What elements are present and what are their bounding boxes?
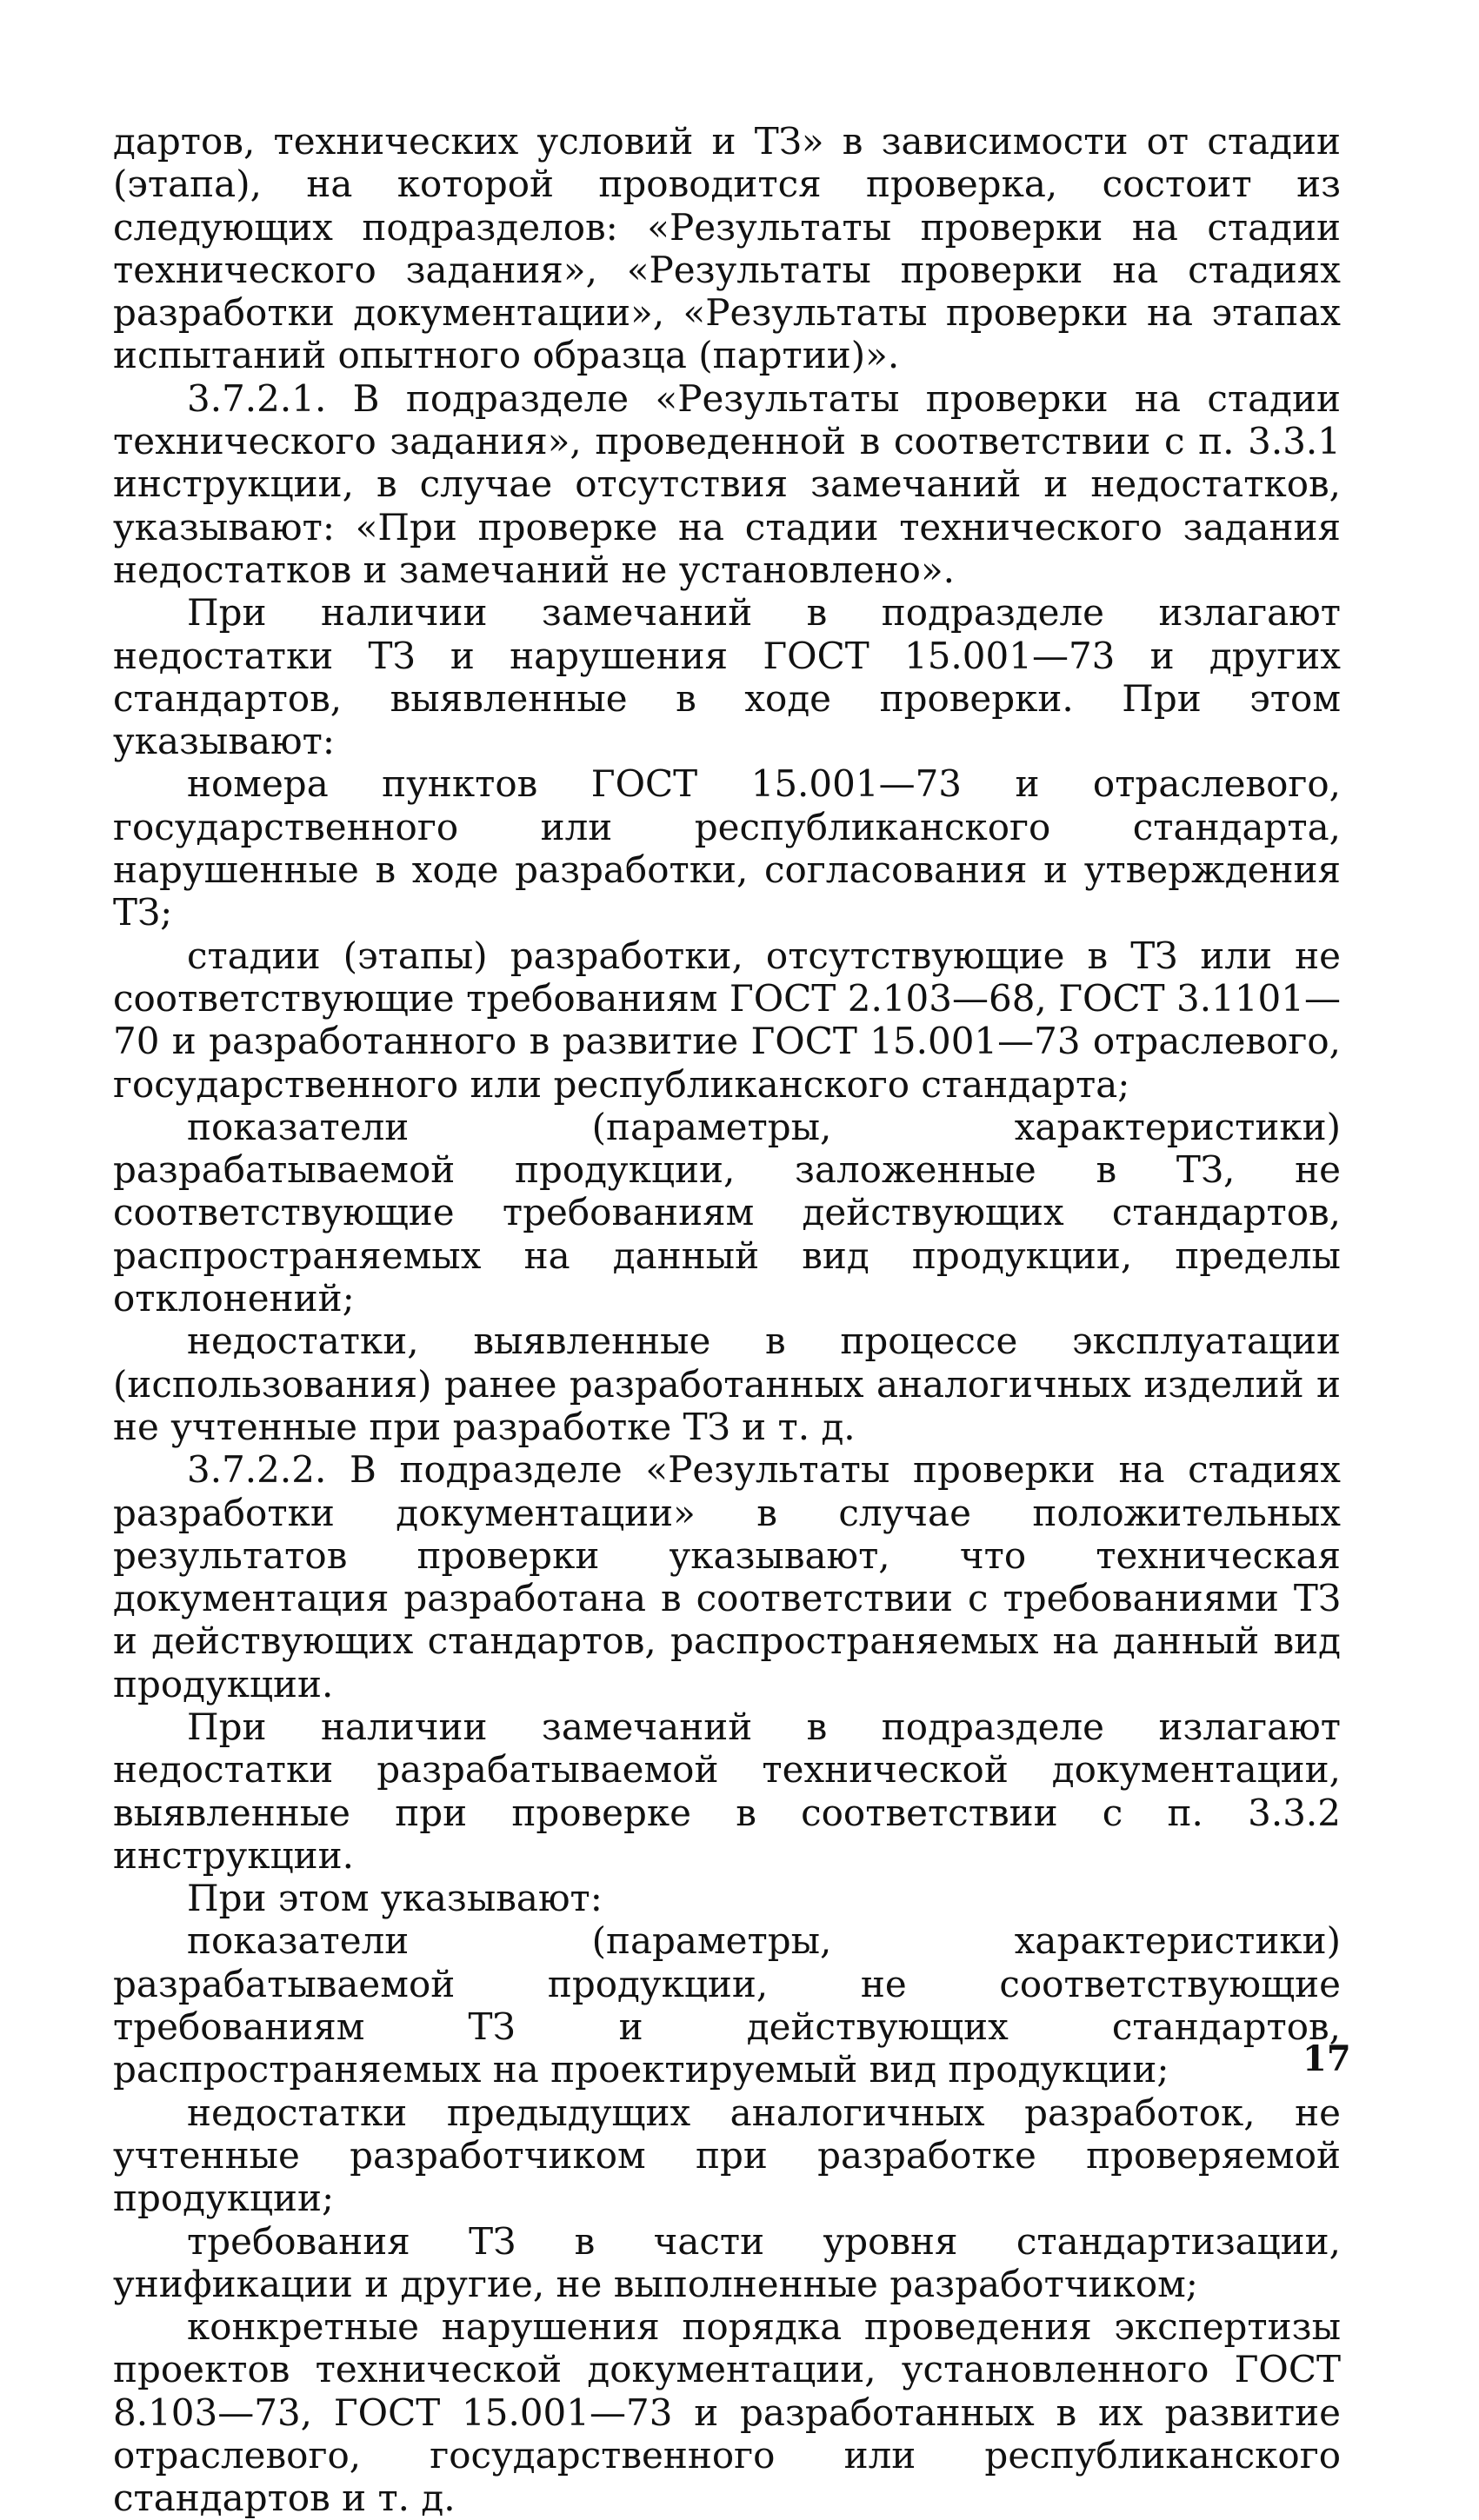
paragraph-remarks-docs: При наличии замечаний в подразделе излагают недостатки разрабатываемой технической документации, выявленные при проверке в соответствии с п. 3.3.2 инструкции. [113, 1705, 1341, 1877]
paragraph-remarks-tz: При наличии замечаний в подразделе излагают недостатки ТЗ и нарушения ГОСТ 15.001—73 и других стандартов, выявленные в ходе проверки. При этом указывают: [113, 591, 1341, 763]
paragraph-3-7-2-2: 3.7.2.2. В подразделе «Результаты проверки на стадиях разработки документации» в случае положительных результатов проверки указывают, что техническая документация разработана в соответствии с требованиями ТЗ и действующих стандартов, распространяемых на данный вид продукции. [113, 1448, 1341, 1705]
list-item-stages: стадии (этапы) разработки, отсутствующие в ТЗ или не соответствующие требованиям ГОСТ 2.103—68, ГОСТ 3.1101—70 и разработанного в развитие ГОСТ 15.001—73 отраслевого, государственного или республиканского стандарта; [113, 934, 1341, 1106]
page-number: 17 [1302, 2038, 1351, 2079]
paragraph-indicate: При этом указывают: [187, 1877, 603, 1920]
list-item-standardization: требования ТЗ в части уровня стандартизации, унификации и другие, не выполненные разработчиком; [113, 2219, 1341, 2305]
paragraph-continuation: дартов, технических условий и ТЗ» в зависимости от стадии (этапа), на которой проводится проверка, состоит из следующих подразделов: «Результаты проверки на стадии технического задания», «Результаты проверки на стадиях разработки документации», «Результаты проверки на этапах испытаний опытного образца (партии)». [113, 120, 1341, 377]
list-item-indicators: показатели (параметры, характеристики) разрабатываемой продукции, заложенные в ТЗ, не соответствующие требованиям действующих стандартов, распространяемых на данный вид продукции, пределы отклонений; [113, 1105, 1341, 1320]
list-item-violations: конкретные нарушения порядка проведения экспертизы проектов технической документации, установленного ГОСТ 8.103—73, ГОСТ 15.001—73 и разработанных в их развитие отраслевого, государственного или республиканского стандартов и т. д. [113, 2305, 1341, 2520]
paragraph-3-7-2-1: 3.7.2.1. В подразделе «Результаты проверки на стадии технического задания», проведенной в соответствии с п. 3.3.1 инструкции, в случае отсутствия замечаний и недостатков, указывают: «При проверке на стадии технического задания недостатков и замечаний не установлено». [113, 376, 1341, 591]
body-text [113, 120, 1341, 2520]
list-item-product-indicators: показатели (параметры, характеристики) разрабатываемой продукции, не соответствующие требованиям ТЗ и действующих стандартов, распространяемых на проектируемый вид продукции; [113, 1919, 1341, 2091]
list-item-previous-flaws: недостатки предыдущих аналогичных разработок, не учтенные разработчиком при разработке проверяемой продукции; [113, 2091, 1341, 2220]
list-item-gost-clauses: номера пунктов ГОСТ 15.001—73 и отраслевого, государственного или республиканского стандарта, нарушенные в ходе разработки, согласования и утверждения ТЗ; [113, 762, 1341, 934]
list-item-operation-flaws: недостатки, выявленные в процессе эксплуатации (использования) ранее разработанных аналогичных изделий и не учтенные при разработке ТЗ и т. д. [113, 1320, 1341, 1448]
